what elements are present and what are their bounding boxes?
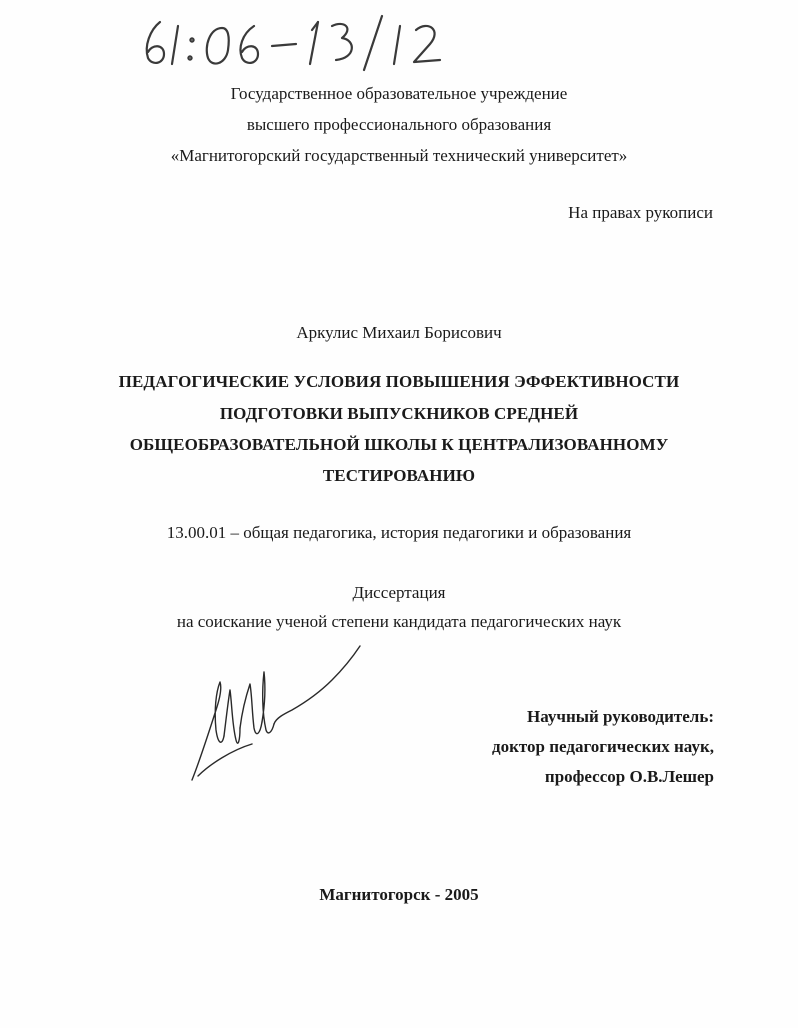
institution-line-2: высшего профессионального образования (246, 115, 552, 134)
dissertation-label: Диссертация (352, 583, 446, 602)
title-line-2: ПОДГОТОВКИ ВЫПУСКНИКОВ СРЕДНЕЙ (219, 404, 579, 423)
title-line-1: ПЕДАГОГИЧЕСКИЕ УСЛОВИЯ ПОВЫШЕНИЯ ЭФФЕКТИВНОСТИ (118, 372, 680, 391)
handwritten-archive-code (138, 12, 468, 72)
institution-line-1: Государственное образовательное учреждение (230, 84, 568, 103)
supervisor-name: профессор О.В.Лешер (544, 767, 714, 786)
title-line-3: ОБЩЕОБРАЗОВАТЕЛЬНОЙ ШКОЛЫ К ЦЕНТРАЛИЗОВАННОМУ (129, 435, 669, 454)
specialty-code: 13.00.01 – общая педагогика, история педагогики и образования (166, 523, 632, 542)
author-name: Аркулис Михаил Борисович (296, 323, 502, 342)
institution-line-3: «Магнитогорский государственный технический университет» (170, 146, 628, 165)
place-year: Магнитогорск - 2005 (319, 885, 479, 904)
supervisor-degree: доктор педагогических наук, (492, 737, 714, 756)
author-signature (180, 640, 370, 790)
supervisor-heading: Научный руководитель: (527, 707, 714, 726)
manuscript-rights: На правах рукописи (568, 203, 713, 222)
title-line-4: ТЕСТИРОВАНИЮ (322, 466, 476, 485)
degree-sought: на соискание ученой степени кандидата педагогических наук (176, 612, 622, 631)
